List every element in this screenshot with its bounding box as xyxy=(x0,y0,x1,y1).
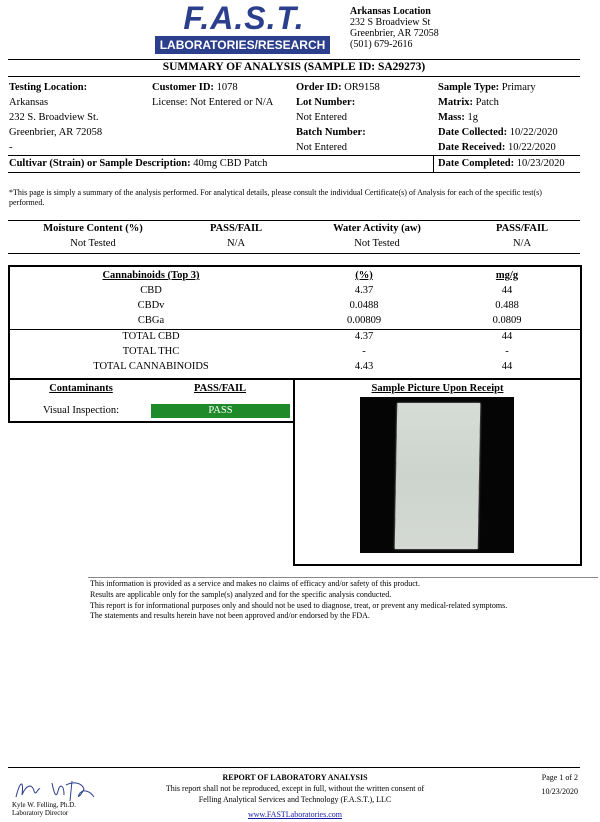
report-date: 10/23/2020 xyxy=(541,787,578,796)
collected: 10/22/2020 xyxy=(509,127,558,138)
cannabinoid-mg: 0.488 xyxy=(495,300,519,311)
cannabinoid-percent: 0.0488 xyxy=(349,300,379,311)
page-number: Page 1 of 2 xyxy=(541,773,578,782)
total-percent: 4.43 xyxy=(354,361,374,372)
order-id-label: Order ID: xyxy=(296,82,342,93)
summary-title: SUMMARY OF ANALYSIS (SAMPLE ID: SA29273) xyxy=(162,61,426,73)
cannabinoid-name: CBGa xyxy=(137,315,165,326)
cannabinoid-percent: 0.00809 xyxy=(346,315,382,326)
moisture-value: Not Tested xyxy=(70,238,116,249)
lot-value: Not Entered xyxy=(296,112,348,123)
received: 10/22/2020 xyxy=(507,142,556,153)
disclaimer: *This page is simply a summary of the analysis performed. For analytical details, please consult the individual Certificate(s) of Analysis for each of the specific test(s) performed. xyxy=(9,188,542,207)
note-line: This information is provided as a service and makes no claims of efficacy and/or safety of this product. xyxy=(90,579,420,588)
order-id: OR9158 xyxy=(344,82,380,93)
logo-subtitle: LABORATORIES/RESEARCH xyxy=(159,38,326,52)
fast-logo: F.A.S.T. xyxy=(183,0,305,36)
contaminants-header: Contaminants xyxy=(49,383,113,394)
divider xyxy=(8,767,580,768)
phone: (501) 679-2616 xyxy=(350,39,413,50)
moisture-passfail-value: N/A xyxy=(226,238,246,249)
order-block xyxy=(296,80,380,155)
address-line-1: 232 S Broadview St xyxy=(350,17,431,28)
testing-location-block xyxy=(9,80,102,155)
water-passfail-value: N/A xyxy=(512,238,532,249)
lab-address-block xyxy=(350,6,439,50)
total-mg: - xyxy=(505,346,509,357)
cannabinoid-percent: 4.37 xyxy=(354,285,374,296)
mg-header: mg/g xyxy=(495,270,519,281)
patch-image xyxy=(395,403,481,549)
divider xyxy=(8,76,580,77)
lot-label: Lot Number: xyxy=(296,97,356,108)
testing-location-line: - xyxy=(9,142,13,153)
matrix: Patch xyxy=(475,97,499,108)
cultivar-label: Cultivar (Strain) or Sample Description: xyxy=(9,158,191,169)
signer-name: Kyle W. Felling, Ph.D. xyxy=(12,801,76,809)
water-passfail-header: PASS/FAIL xyxy=(495,223,549,234)
total-percent: - xyxy=(362,346,366,357)
divider xyxy=(8,220,580,221)
customer-id-label: Customer ID: xyxy=(152,82,214,93)
total-percent: 4.37 xyxy=(354,331,374,342)
water-activity-value: Not Tested xyxy=(354,238,400,249)
cannabinoid-name: CBDv xyxy=(137,300,165,311)
completed: 10/23/2020 xyxy=(516,158,565,169)
sample-type: Primary xyxy=(501,82,536,93)
reproduction-notice: This report shall not be reproduced, except in full, without the written consent of xyxy=(165,784,425,793)
divider xyxy=(10,329,580,330)
collected-label: Date Collected: xyxy=(438,127,508,138)
total-name: TOTAL CANNABINOIDS xyxy=(93,361,209,372)
sample-type-label: Sample Type: xyxy=(438,82,500,93)
signer-title: Laboratory Director xyxy=(12,809,69,817)
note-line: This report is for informational purposes only and should not be used to diagnose, treat, or prevent any medical-related symptoms. xyxy=(90,600,508,610)
received-label: Date Received: xyxy=(438,142,506,153)
visual-inspection-pass-badge: PASS xyxy=(151,404,290,418)
completed-label: Date Completed: xyxy=(438,158,515,169)
total-name: TOTAL CBD xyxy=(122,331,180,342)
sample-photo xyxy=(360,397,514,553)
sample-picture-title: Sample Picture Upon Receipt xyxy=(371,383,504,394)
cannabinoids-header: Cannabinoids (Top 3) xyxy=(102,270,200,281)
divider xyxy=(8,172,580,173)
matrix-label: Matrix: xyxy=(438,97,473,108)
testing-location-line: Greenbrier, AR 72058 xyxy=(9,127,103,138)
batch-value: Not Entered xyxy=(296,142,348,153)
batch-label: Batch Number: xyxy=(296,127,366,138)
mass: 1g xyxy=(467,112,478,123)
note-line: Results are applicable only for the sample(s) analyzed and for the specific analysis conducted. xyxy=(90,589,392,599)
total-name: TOTAL THC xyxy=(122,346,180,357)
testing-location-line: 232 S. Broadview St. xyxy=(9,112,99,123)
notes-block xyxy=(90,579,595,622)
divider xyxy=(8,253,580,254)
completed-row xyxy=(438,158,565,169)
divider xyxy=(8,59,580,60)
total-mg: 44 xyxy=(501,361,513,372)
license: License: Not Entered or N/A xyxy=(152,97,274,108)
percent-header: (%) xyxy=(355,270,373,281)
cultivar: 40mg CBD Patch xyxy=(193,158,268,169)
cultivar-row xyxy=(9,158,267,169)
cannabinoid-mg: 0.0809 xyxy=(492,315,522,326)
divider xyxy=(433,155,434,172)
logo-subtitle-bar xyxy=(155,36,330,54)
location-title: Arkansas Location xyxy=(350,6,431,17)
contaminants-passfail-header: PASS/FAIL xyxy=(193,383,247,394)
page-info xyxy=(520,771,578,799)
cannabinoid-mg: 44 xyxy=(501,285,513,296)
signer-block xyxy=(12,801,76,817)
website-link[interactable]: www.FASTLaboratories.com xyxy=(248,810,342,819)
report-footer xyxy=(130,772,460,820)
address-line-2: Greenbrier, AR 72058 xyxy=(350,28,439,39)
water-activity-header: Water Activity (aw) xyxy=(333,223,421,234)
note-line: The statements and results herein have not been approved and/or endorsed by the FDA. xyxy=(90,611,370,621)
moisture-header: Moisture Content (%) xyxy=(43,223,143,234)
mass-label: Mass: xyxy=(438,112,465,123)
cannabinoid-name: CBD xyxy=(140,285,162,296)
moisture-passfail-header: PASS/FAIL xyxy=(209,223,263,234)
sample-block xyxy=(438,80,558,155)
visual-inspection-label: Visual Inspection: xyxy=(42,405,120,416)
testing-location-label: Testing Location: xyxy=(9,82,88,93)
customer-block xyxy=(152,80,273,110)
company-name: Felling Analytical Services and Technology (F.A.S.T.), LLC xyxy=(198,795,392,804)
divider xyxy=(8,155,580,156)
divider xyxy=(88,577,598,578)
customer-id: 1078 xyxy=(216,82,238,93)
report-title: REPORT OF LABORATORY ANALYSIS xyxy=(222,773,368,782)
testing-location-line: Arkansas xyxy=(9,97,49,108)
total-mg: 44 xyxy=(501,331,513,342)
